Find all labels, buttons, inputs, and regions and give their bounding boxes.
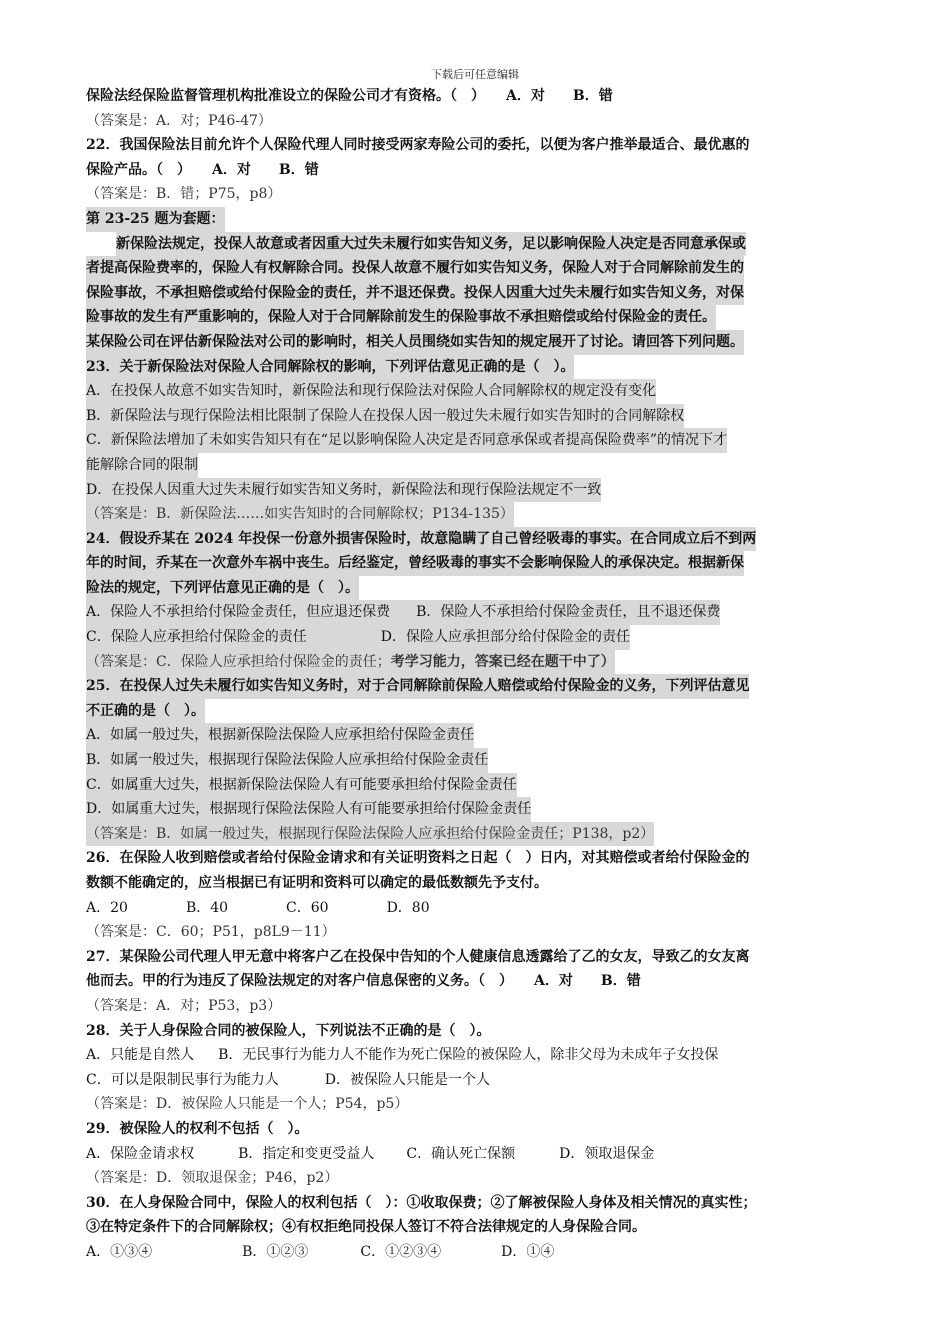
q24-stem-line2: 年的时间，乔某在一次意外车祸中丧生。后经鉴定，曾经吸毒的事实不会影响保险人的承保决定。根据新保 [86,551,876,576]
q21-stem: 保险法经保险监督管理机构批准设立的保险公司才有资格。（ ） A．对 B．错 [86,88,613,104]
q23-option-b: B．新保险法与现行保险法相比限制了保险人在投保人因一般过失未履行如实告知时的合同解除权 [86,404,876,429]
q26-answer: （答案是：C．60；P51，p8L9－11） [86,924,336,941]
q29-option-b: B．指定和变更受益人 [238,1145,375,1162]
q24-answer: （答案是：C．保险人应承担给付保险金的责任；考学习能力，答案已经在题干中了） [86,650,876,675]
q26-option-a: A．20 [86,899,128,916]
q23-option-a: A．在投保人故意不如实告知时，新保险法和现行保险法对保险人合同解除权的规定没有变化 [86,379,876,404]
passage-line-1: 新保险法规定，投保人故意或者因重大过失未履行如实告知义务，足以影响保险人决定是否同意承保或 [86,232,876,257]
q30-option-a: A．①③④ [86,1243,153,1260]
document-body [86,84,876,1265]
q23-stem: 23．关于新保险法对保险人合同解除权的影响，下列评估意见正确的是（ ）。 [86,355,876,380]
q29-option-d: D．领取退保金 [559,1145,655,1162]
q27-answer: （答案是：A．对；P53，p3） [86,997,282,1014]
q28-option-d: D．被保险人只能是一个人 [324,1071,490,1088]
q28-option-b: B．无民事行为能力人不能作为死亡保险的被保险人，除非父母为未成年子女投保 [218,1047,719,1064]
q27-stem-line1: 27．某保险公司代理人甲无意中将客户乙在投保中告知的个人健康信息透露给了乙的女友，导致乙的女友离 [86,948,750,965]
q28-options-ab [86,1043,876,1068]
set-title [86,207,876,232]
passage-line-2: 者提高保险费率的，保险人有权解除合同。投保人故意不履行如实告知义务，保险人对于合同解除前发生的 [86,256,876,281]
q28-stem: 28．关于人身保险合同的被保险人，下列说法不正确的是（ ）。 [86,1022,491,1039]
q28-answer: （答案是：D．被保险人只能是一个人；P54，p5） [86,1096,409,1113]
q24-option-a: A．保险人不承担给付保险金责任，但应退还保费 [86,604,391,621]
q25-option-b: B．如属一般过失，根据现行保险法保险人应承担给付保险金责任 [86,748,876,773]
q24-stem-line3: 险法的规定，下列评估意见正确的是（ ）。 [86,576,876,601]
q25-stem-line2: 不正确的是（ ）。 [86,699,876,724]
q29-option-c: C．确认死亡保额 [406,1145,516,1162]
q24-option-b: B．保险人不承担给付保险金责任，且不退还保费 [416,604,721,621]
q30-stem-line2: ③在特定条件下的合同解除权；④有权拒绝同投保人签订不符合法律规定的人身保险合同。 [86,1219,646,1236]
q28-option-a: A．只能是自然人 [86,1047,195,1064]
q29-option-a: A．保险金请求权 [86,1145,195,1162]
q25-answer: （答案是：B．如属一般过失，根据现行保险法保险人应承担给付保险金责任；P138，p2） [86,822,876,847]
q24-options-ab [86,600,876,625]
passage-line-5: 某保险公司在评估新保险法对公司的影响时，相关人员围绕如实告知的规定展开了讨论。请回答下列问题。 [86,330,876,355]
q25-option-a: A．如属一般过失，根据新保险法保险人应承担给付保险金责任 [86,723,876,748]
q22-answer: （答案是：B．错；P75，p8） [86,186,282,203]
q30-option-d: D．①④ [501,1243,555,1260]
passage-line-4: 险事故的发生有严重影响的，保险人对于合同解除前发生的保险事故不承担赔偿或给付保险金的责任。 [86,305,876,330]
q24-option-d: D．保险人应承担部分给付保险金的责任 [380,629,630,646]
passage-line-3: 保险事故，不承担赔偿或给付保险金的责任，并不退还保费。投保人因重大过失未履行如实告知义务，对保 [86,281,876,306]
q29-options [86,1142,876,1167]
q25-option-c: C．如属重大过失，根据新保险法保险人有可能要承担给付保险金责任 [86,773,876,798]
q23-option-c-line2: 能解除合同的限制 [86,453,876,478]
q23-option-d: D．在投保人因重大过失未履行如实告知义务时，新保险法和现行保险法规定不一致 [86,478,876,503]
q25-option-d: D．如属重大过失，根据现行保险法保险人有可能要承担给付保险金责任 [86,797,876,822]
q25-stem-line1: 25．在投保人过失未履行如实告知义务时，对于合同解除前保险人赔偿或给付保险金的义务，下列评估意见 [86,674,876,699]
q24-stem-line1: 24．假设乔某在 2024 年投保一份意外损害保险时，故意隐瞒了自己曾经吸毒的事实。在合同成立后不到两 [86,527,876,552]
set-title-text: 第 23-25 题为套题： [86,207,225,232]
q30-stem-line1: 30．在人身保险合同中，保险人的权利包括（ ）：①收取保费；②了解被保险人身体及相关情况的真实性； [86,1194,757,1211]
q26-option-b: B．40 [185,899,229,916]
q23-answer: （答案是：B．新保险法……如实告知时的合同解除权；P134-135） [86,502,876,527]
q24-option-c: C．保险人应承担给付保险金的责任 [86,629,307,646]
q30-options [86,1240,876,1265]
q21-answer: （答案是：A．对；P46-47） [86,112,272,129]
q27-stem-line2: 他而去。甲的行为违反了保险法规定的对客户信息保密的义务。（ ） A．对 B．错 [86,973,641,990]
q26-stem-line1: 26．在保险人收到赔偿或者给付保险金请求和有关证明资料之日起（ ）日内，对其赔偿或者给付保险金的 [86,850,750,867]
q29-answer: （答案是：D．领取退保金；P46，p2） [86,1170,339,1187]
q26-option-c: C．60 [286,899,329,916]
q26-stem-line2: 数额不能确定的，应当根据已有证明和资料可以确定的最低数额先予支付。 [86,875,548,891]
q23-option-c-line1: C．新保险法增加了未如实告知只有在“足以影响保险人决定是否同意承保或者提高保险费率”的情况下才 [86,428,876,453]
q28-options-cd [86,1068,876,1093]
q22-stem-line1: 22．我国保险法目前允许个人保险代理人同时接受两家寿险公司的委托，以便为客户推举最适合、最优惠的 [86,137,750,154]
q24-options-cd [86,625,876,650]
q30-option-b: B．①②③ [242,1243,309,1260]
q30-option-c: C．①②③④ [360,1243,442,1260]
q29-stem: 29．被保险人的权利不包括（ ）。 [86,1120,309,1137]
q28-option-c: C．可以是限制民事行为能力人 [86,1071,279,1088]
q26-options [86,896,876,921]
page-header: 下载后可任意编辑 [431,68,519,81]
q26-option-d: D．80 [386,899,430,916]
q22-stem-line2: 保险产品。（ ） A．对 B．错 [86,161,319,178]
